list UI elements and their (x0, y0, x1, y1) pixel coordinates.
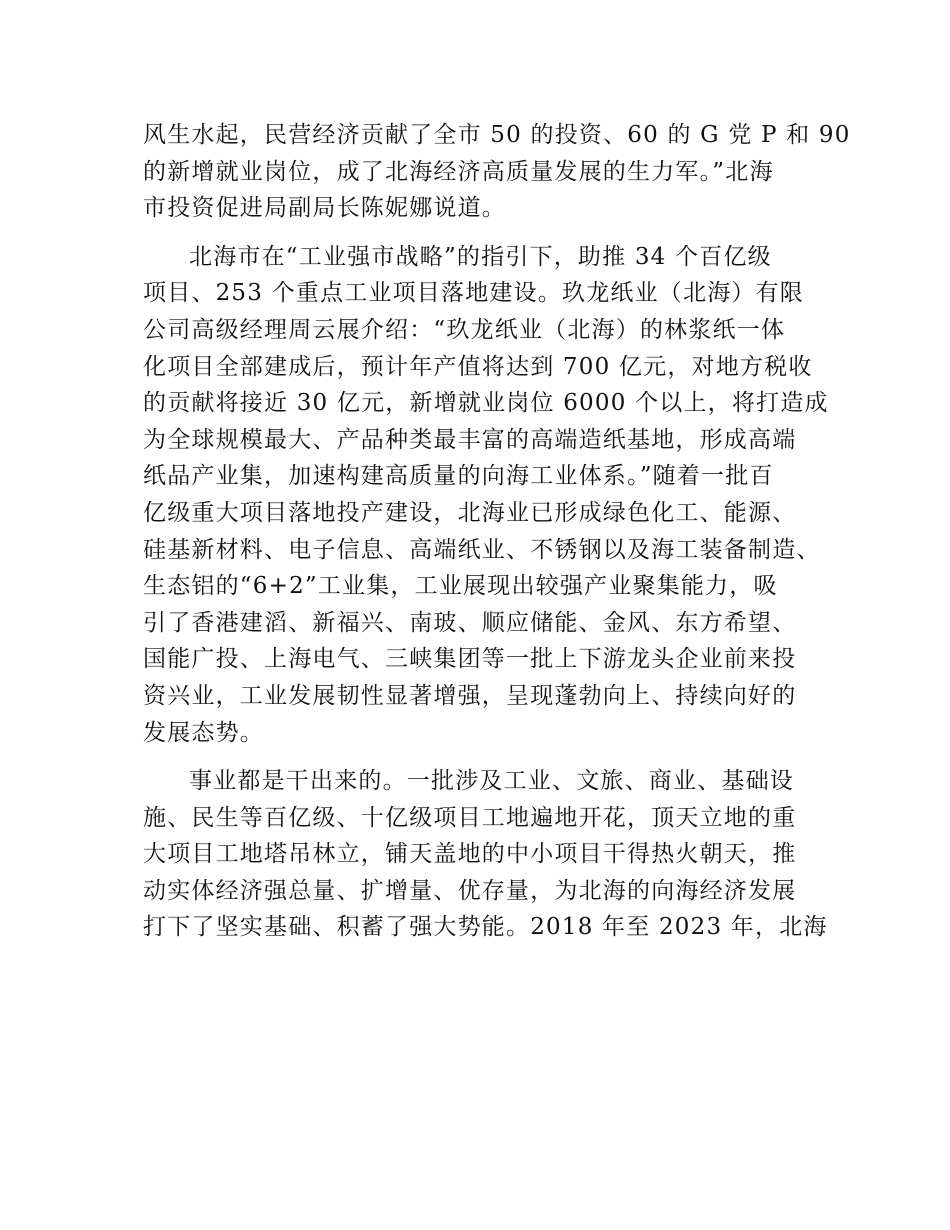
paragraph-3-line-1: 事业都是干出来的。一批涉及工业、文旅、商业、基础设 (189, 768, 794, 795)
paragraph-2-line-7: 纸品产业集，加速构建高质量的向海工业体系。”随着一批百 (143, 463, 774, 490)
paragraph-2-line-13: 资兴业，工业发展韧性显著增强，呈现蓬勃向上、持续向好的 (143, 682, 797, 709)
paragraph-3-line-5: 打下了坚实基础、积蓄了强大势能。2018 年至 2023 年，北海 (143, 914, 828, 941)
paragraph-1-line-3: 市投资促进局副局长陈妮娜说道。 (143, 195, 506, 222)
paragraph-2-line-5: 的贡献将接近 30 亿元，新增就业岗位 6000 个以上，将打造成 (143, 390, 829, 417)
paragraph-2-line-6: 为全球规模最大、产品种类最丰富的高端造纸基地，形成高端 (143, 426, 797, 453)
paragraph-2-line-4: 化项目全部建成后，预计年产值将达到 700 亿元，对地方税收 (143, 353, 813, 380)
paragraph-1-line-1: 风生水起，民营经济贡献了全市 50 的投资、60 的 G 党 P 和 90 (143, 122, 851, 148)
article-body (143, 117, 851, 946)
paragraph-spacer (143, 227, 823, 239)
paragraph-3-line-4: 动实体经济强总量、扩增量、优存量，为北海的向海经济发展 (143, 877, 797, 904)
paragraph-2-line-1: 北海市在“工业强市战略”的指引下，助推 34 个百亿级 (189, 243, 772, 270)
paragraph-2-line-9: 硅基新材料、电子信息、高端纸业、不锈钢以及海工装备制造、 (143, 536, 821, 563)
paragraph-2-line-11: 引了香港建滔、新福兴、南玻、顺应储能、金风、东方希望、 (143, 609, 797, 636)
paragraph-3-line-2: 施、民生等百亿级、十亿级项目工地遍地开花，顶天立地的重 (143, 804, 797, 831)
paragraph-2-line-14: 发展态势。 (143, 719, 264, 746)
paragraph-spacer (143, 751, 823, 763)
paragraph-3-line-3: 大项目工地塔吊林立，铺天盖地的中小项目干得热火朝天，推 (143, 841, 797, 868)
paragraph-1-line-2: 的新增就业岗位，成了北海经济高质量发展的生力军。”北海 (143, 158, 774, 185)
paragraph-2-line-2: 项目、253 个重点工业项目落地建设。玖龙纸业（北海）有限 (143, 280, 805, 307)
paragraph-2-line-8: 亿级重大项目落地投产建设，北海业已形成绿色化工、能源、 (143, 499, 797, 526)
paragraph-2-line-10: 生态铝的“6+2”工业集，工业展现出较强产业聚集能力，吸 (143, 573, 778, 600)
paragraph-2-line-3: 公司高级经理周云展介绍：“玖龙纸业（北海）的林浆纸一体 (143, 316, 786, 343)
paragraph-2-line-12: 国能广投、上海电气、三峡集团等一批上下游龙头企业前来投 (143, 646, 797, 673)
